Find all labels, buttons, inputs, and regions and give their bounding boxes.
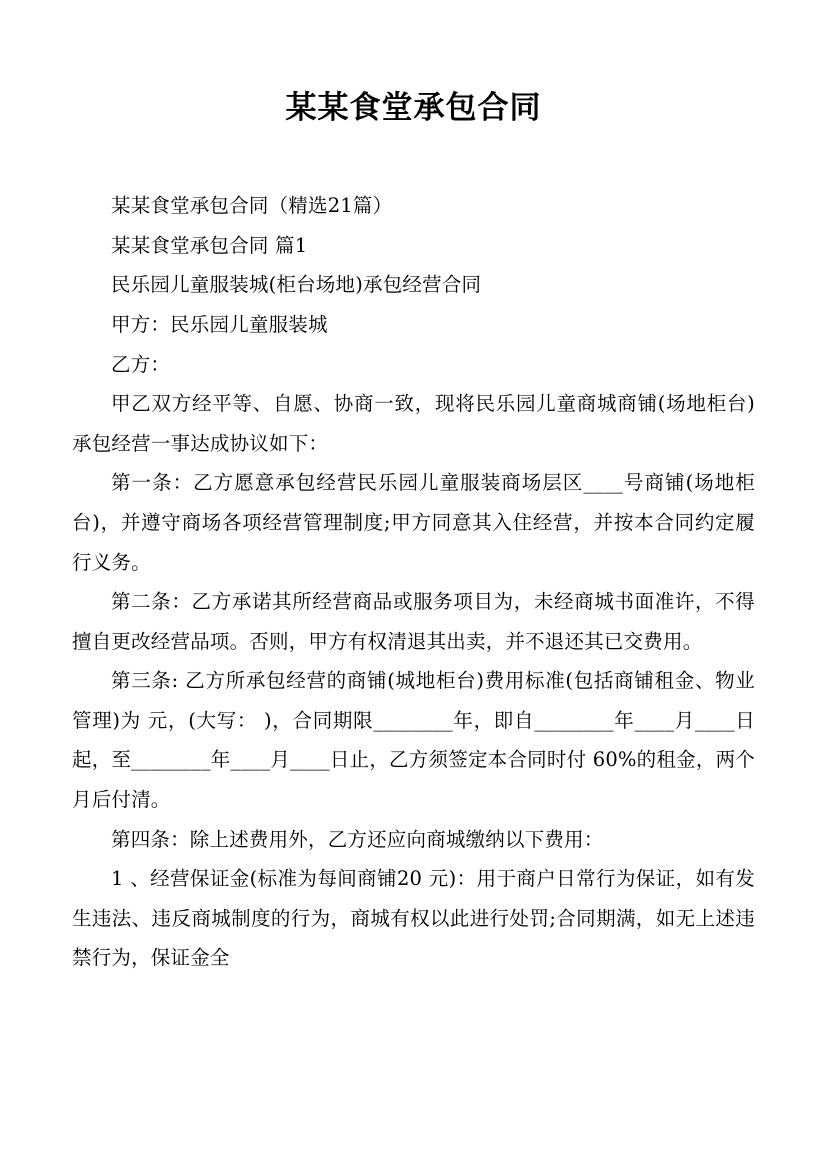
paragraph: 第三条: 乙方所承包经营的商铺(城地柜台)费用标准(包括商铺租金、物业管理)为 元，(大写： )，合同期限________年，即自________年____月____日起，至________年____月____日止，乙方须签定本合同时付 60%的租金，两个月后付清。 bbox=[72, 669, 755, 811]
paragraph: 某某食堂承包合同 篇1 bbox=[111, 233, 308, 257]
paragraph: 甲方：民乐园儿童服装城 bbox=[111, 313, 328, 337]
document-body bbox=[72, 186, 755, 978]
paragraph: 某某食堂承包合同（精选21篇） bbox=[111, 194, 393, 218]
page-title: 某某食堂承包合同 bbox=[285, 90, 542, 126]
paragraph: 乙方： bbox=[111, 352, 171, 376]
paragraph: 第一条：乙方愿意承包经营民乐园儿童服装商场层区____号商铺(场地柜台)，并遵守商场各项经营管理制度;甲方同意其入住经营，并按本合同约定履行义务。 bbox=[72, 471, 755, 574]
paragraph: 民乐园儿童服装城(柜台场地)承包经营合同 bbox=[111, 273, 482, 297]
paragraph: 1 、经营保证金(标准为每间商铺20 元)：用于商户日常行为保证，如有发生违法、违反商城制度的行为，商城有权以此进行处罚;合同期满，如无上述违禁行为，保证金全 bbox=[72, 867, 755, 970]
paragraph: 第四条：除上述费用外，乙方还应向商城缴纳以下费用： bbox=[111, 827, 604, 851]
paragraph: 第二条：乙方承诺其所经营商品或服务项目为，未经商城书面准许，不得擅自更改经营品项。否则，甲方有权清退其出卖，并不退还其已交费用。 bbox=[72, 590, 755, 653]
paragraph: 甲乙双方经平等、自愿、协商一致，现将民乐园儿童商城商铺(场地柜台)承包经营一事达成协议如下： bbox=[72, 392, 755, 455]
